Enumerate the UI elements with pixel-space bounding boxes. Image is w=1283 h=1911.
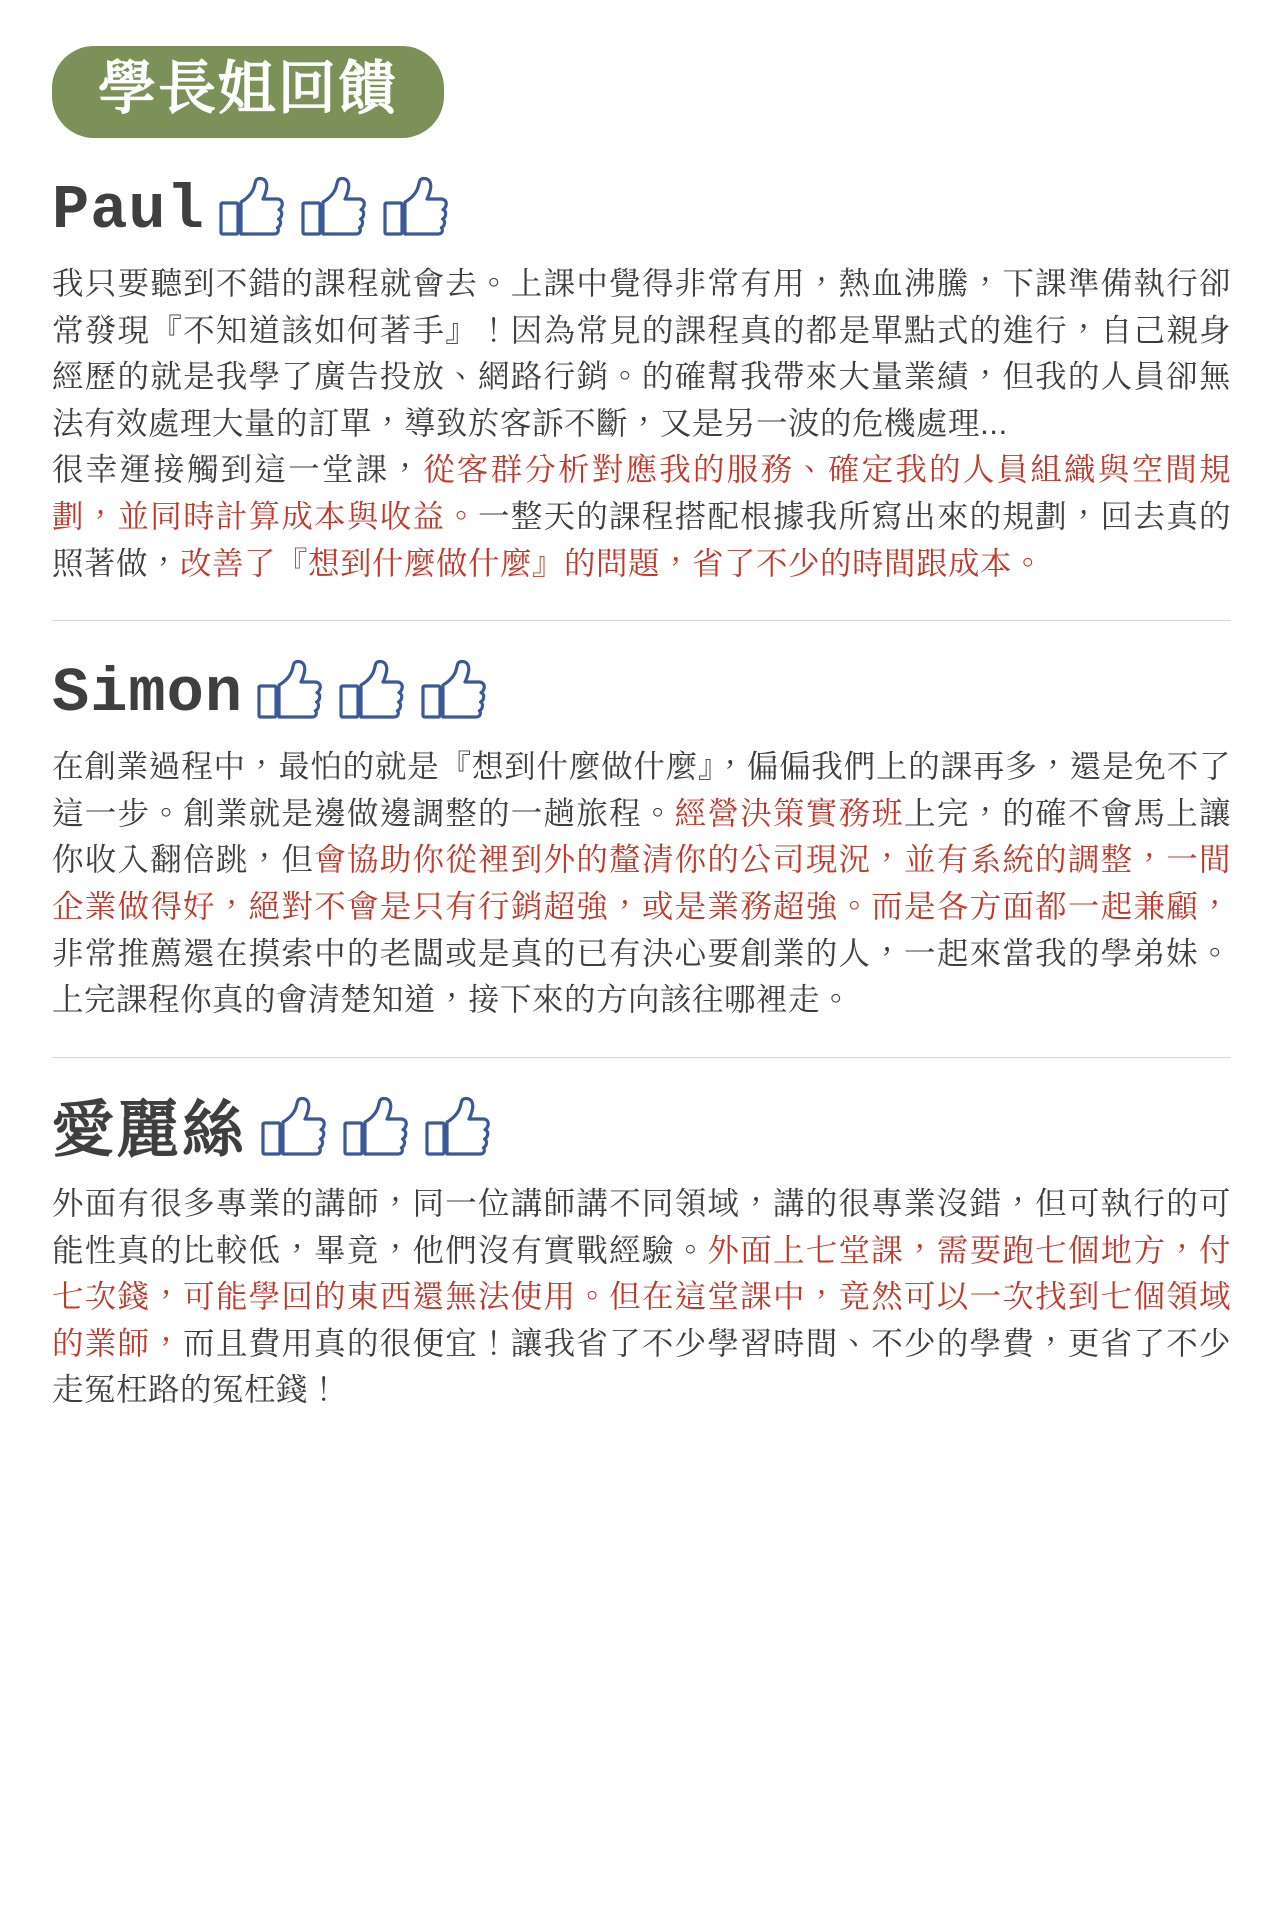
rating-thumbs [219,176,449,242]
testimonial-paragraph [52,743,1231,1023]
highlighted-text: 外面上七堂課，需要跑七個地方，付七次錢，可能學回的東西還無法使用。但在這堂課中，竟然可以一次找到七個領域的業師， [52,1231,1231,1361]
thumbs-up-icon [343,1096,409,1158]
rating-thumbs [261,1096,491,1162]
highlighted-text: 會協助你從裡到外的釐清你的公司現況，並有系統的調整，一間企業做得好，絕對不會是只有行銷超強，或是業務超強。而是各方面都一起兼顧， [52,841,1231,925]
testimonial-paragraph [52,260,1231,446]
plain-text: 上完，的確不會馬上讓你收入翻倍跳，但 [52,794,1231,878]
testimonial-header [52,639,1231,730]
section-badge [52,46,444,138]
testimonial-2 [52,621,1231,1058]
testimonial-3 [52,1058,1231,1413]
testimonial-paragraph [52,446,1231,586]
testimonial-text [52,1180,1231,1413]
reviewer-name: Simon [52,658,244,730]
plain-text: 我只要聽到不錯的課程就會去。上課中覺得非常有用，熱血沸騰，下課準備執行卻常發現『不知道該如何著手』！因為常見的課程真的都是單點式的進行，自己親身經歷的就是我學了廣告投放、網路行銷。的確幫我帶來大量業績，但我的人員卻無法有效處理大量的訂單，導致於客訴不斷，又是另一波的危機處理... [52,265,1231,441]
thumbs-up-icon [425,1096,491,1158]
thumbs-up-icon [301,176,367,238]
reviewer-name: 愛麗絲 [52,1095,248,1165]
plain-text: 而且費用真的很便宜！讓我省了不少學習時間、不少的學費，更省了不少走冤枉路的冤枉錢！ [52,1324,1231,1408]
page-title: 學長姐回饋 [98,56,399,121]
highlighted-text: 改善了『想到什麼做什麼』的問題，省了不少的時間跟成本。 [180,544,1045,581]
thumbs-up-icon [421,659,487,721]
plain-text: 在創業過程中，最怕的就是『想到什麼做什麼』，偏偏我們上的課再多，還是免不了這一步。創業就是邊做邊調整的一趟旅程。 [52,748,1231,831]
plain-text: 非常推薦還在摸索中的老闆或是真的已有決心要創業的人，一起來當我的學弟妹。上完課程你真的會清楚知道，接下來的方向該往哪裡走。 [52,934,1231,1018]
plain-text: 外面有很多專業的講師，同一位講師講不同領域，講的很專業沒錯，但可執行的可能性真的比較低，畢竟，他們沒有實戰經驗。 [52,1184,1231,1268]
thumbs-up-icon [219,176,285,238]
testimonial-1 [52,138,1231,621]
testimonial-header [52,1076,1231,1165]
page-header [52,0,1231,138]
plain-text: 一整天的課程搭配根據我所寫出來的規劃，回去真的照著做， [52,498,1231,581]
thumbs-up-icon [383,176,449,238]
thumbs-up-icon [257,659,323,721]
thumbs-up-icon [261,1096,327,1158]
testimonial-list [52,138,1231,1413]
testimonial-paragraph [52,1180,1231,1413]
rating-thumbs [257,659,487,725]
testimonial-text [52,260,1231,586]
plain-text: 很幸運接觸到這一堂課， [52,451,424,488]
testimonial-header [52,156,1231,246]
highlighted-text: 經營決策實務班 [674,794,905,831]
thumbs-up-icon [339,659,405,721]
testimonial-text [52,743,1231,1023]
reviewer-name: Paul [52,175,205,246]
highlighted-text: 從客群分析對應我的服務、確定我的人員組織與空間規劃，並同時計算成本與收益。 [52,451,1231,535]
